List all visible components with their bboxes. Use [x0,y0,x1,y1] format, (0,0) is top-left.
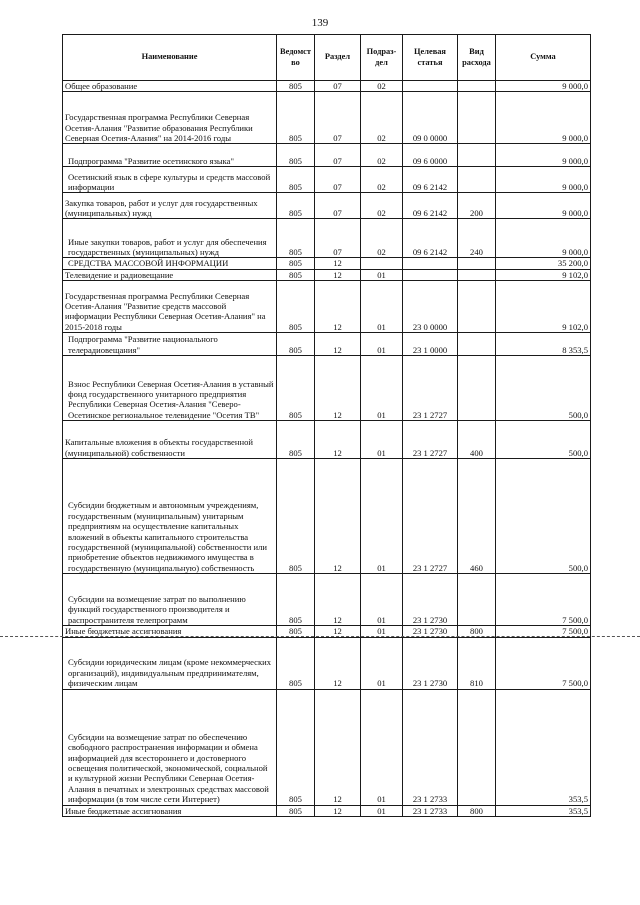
table-row [63,219,591,258]
table-row [63,258,591,269]
row-name: Капитальные вложения в объекты государственной (муниципальной) собственности [63,421,277,459]
row-amount: 353,5 [496,689,591,805]
row-section: 12 [315,459,361,574]
row-name: Телевидение и радиовещание [63,269,277,280]
row-subsection: 02 [361,193,403,219]
row-expense-type [458,258,496,269]
row-name: СРЕДСТВА МАССОВОЙ ИНФОРМАЦИИ [63,258,277,269]
table-row [63,637,591,689]
row-amount: 7 500,0 [496,574,591,626]
row-amount: 9 000,0 [496,193,591,219]
row-section: 07 [315,167,361,193]
row-expense-type: 810 [458,637,496,689]
header-subsection: Подраз- дел [361,35,403,81]
row-dept: 805 [277,356,315,421]
row-expense-type [458,356,496,421]
row-dept: 805 [277,144,315,167]
row-expense-type [458,144,496,167]
row-subsection: 02 [361,167,403,193]
row-name: Государственная программа Республики Северная Осетия-Алания "Развитие средств массовой информации Республики Северная Осетия-Алания" на 2015-2018 годы [63,281,277,333]
row-target: 09 6 2142 [403,219,458,258]
row-section: 07 [315,81,361,92]
row-name: Субсидии на возмещение затрат по обеспечению свободного распространения информации и обмена информацией для всестороннего и достоверного освещения политической, экономической, социальной и культурной жизни Республики Северная Осетия-Алания в печатных и электронных средствах массовой информации (в том числе сети Интернет) [63,689,277,805]
row-target: 23 1 0000 [403,333,458,356]
row-subsection: 01 [361,637,403,689]
table-row [63,421,591,459]
row-expense-type: 800 [458,805,496,816]
header-amount: Сумма [496,35,591,81]
table-row [63,805,591,816]
table-row [63,269,591,280]
row-section: 12 [315,333,361,356]
row-amount: 7 500,0 [496,637,591,689]
row-section: 12 [315,805,361,816]
row-section: 12 [315,258,361,269]
header-target: Целевая статья [403,35,458,81]
row-expense-type [458,92,496,144]
row-subsection [361,258,403,269]
row-dept: 805 [277,626,315,637]
row-dept: 805 [277,805,315,816]
row-dept: 805 [277,459,315,574]
header-section: Раздел [315,35,361,81]
row-amount: 7 500,0 [496,626,591,637]
row-dept: 805 [277,333,315,356]
row-expense-type: 460 [458,459,496,574]
row-section: 12 [315,689,361,805]
row-name: Государственная программа Республики Северная Осетия-Алания "Развитие образования Республики Северная Осетия-Алания" на 2014-2016 годы [63,92,277,144]
row-dept: 805 [277,219,315,258]
row-dept: 805 [277,258,315,269]
row-dept: 805 [277,81,315,92]
row-expense-type [458,333,496,356]
row-dept: 805 [277,167,315,193]
row-section: 07 [315,92,361,144]
row-section: 12 [315,626,361,637]
row-subsection: 01 [361,626,403,637]
row-expense-type: 240 [458,219,496,258]
row-subsection: 01 [361,459,403,574]
header-dept: Ведомст во [277,35,315,81]
row-subsection: 01 [361,356,403,421]
row-subsection: 01 [361,269,403,280]
row-subsection: 02 [361,219,403,258]
row-section: 07 [315,193,361,219]
row-target [403,258,458,269]
page-number: 139 [311,17,329,29]
row-dept: 805 [277,689,315,805]
row-target: 23 1 2730 [403,626,458,637]
row-section: 12 [315,281,361,333]
row-target: 23 1 2733 [403,805,458,816]
table-row [63,356,591,421]
row-amount: 9 000,0 [496,219,591,258]
row-target: 09 0 0000 [403,92,458,144]
row-target: 09 6 2142 [403,167,458,193]
row-name: Субсидии бюджетным и автономным учреждениям, государственным (муниципальным) унитарным предприятиям на осуществление капитальных вложений в объекты капитального строительства государственной (муниципальной) собственности или приобретение объектов недвижимого имущества в государственную (муниципальную) собственность [63,459,277,574]
row-amount: 500,0 [496,356,591,421]
row-dept: 805 [277,269,315,280]
row-expense-type [458,689,496,805]
row-amount: 9 000,0 [496,167,591,193]
row-expense-type: 800 [458,626,496,637]
row-expense-type [458,81,496,92]
row-dept: 805 [277,92,315,144]
row-name: Иные закупки товаров, работ и услуг для обеспечения государственных (муниципальных) нужд [63,219,277,258]
row-target: 09 6 2142 [403,193,458,219]
row-subsection: 01 [361,805,403,816]
row-name: Иные бюджетные ассигнования [63,626,277,637]
table-row [63,193,591,219]
table-row [63,574,591,626]
row-expense-type: 400 [458,421,496,459]
row-name: Субсидии на возмещение затрат по выполнению функций государственного производителя и распространителя телепрограмм [63,574,277,626]
header-name: Наименование [63,35,277,81]
page-cut-line [0,636,640,637]
row-target: 23 1 2727 [403,459,458,574]
header-expense-type: Вид расхода [458,35,496,81]
row-target: 23 1 2733 [403,689,458,805]
row-target [403,269,458,280]
row-name: Осетинский язык в сфере культуры и средств массовой информации [63,167,277,193]
table-row [63,333,591,356]
row-target: 23 1 2730 [403,637,458,689]
row-amount: 9 000,0 [496,92,591,144]
table-row [63,689,591,805]
table-row [63,167,591,193]
row-name: Подпрограмма "Развитие национального телерадиовещания" [63,333,277,356]
row-section: 12 [315,574,361,626]
table-header-row [63,35,591,81]
row-target [403,81,458,92]
row-amount: 500,0 [496,421,591,459]
row-name: Общее образование [63,81,277,92]
row-amount: 353,5 [496,805,591,816]
row-target: 23 1 2727 [403,356,458,421]
row-amount: 9 000,0 [496,81,591,92]
row-amount: 500,0 [496,459,591,574]
table-row [63,81,591,92]
row-name: Субсидии юридическим лицам (кроме некоммерческих организаций), индивидуальным предпринимателям, физическим лицам [63,637,277,689]
row-amount: 35 200,0 [496,258,591,269]
row-amount: 9 000,0 [496,144,591,167]
row-subsection: 01 [361,689,403,805]
row-expense-type [458,281,496,333]
table-row [63,459,591,574]
row-expense-type: 200 [458,193,496,219]
row-subsection: 01 [361,333,403,356]
row-target: 23 1 2727 [403,421,458,459]
row-dept: 805 [277,193,315,219]
row-subsection: 02 [361,92,403,144]
row-section: 12 [315,421,361,459]
row-name: Иные бюджетные ассигнования [63,805,277,816]
row-section: 12 [315,356,361,421]
row-name: Подпрограмма "Развитие осетинского языка" [63,144,277,167]
row-expense-type [458,574,496,626]
table-row [63,144,591,167]
row-section: 12 [315,269,361,280]
row-subsection: 02 [361,81,403,92]
row-expense-type [458,269,496,280]
row-target: 23 0 0000 [403,281,458,333]
row-target: 09 6 0000 [403,144,458,167]
row-name: Взнос Республики Северная Осетия-Алания в уставный фонд государственного унитарного предприятия Республики Северная Осетия-Алания "Северо-Осетинское региональное телевидение "Осетия ТВ" [63,356,277,421]
row-subsection: 01 [361,281,403,333]
row-amount: 8 353,5 [496,333,591,356]
row-subsection: 01 [361,574,403,626]
row-dept: 805 [277,637,315,689]
row-amount: 9 102,0 [496,269,591,280]
table-row [63,92,591,144]
table-row [63,281,591,333]
row-target: 23 1 2730 [403,574,458,626]
row-dept: 805 [277,281,315,333]
row-expense-type [458,167,496,193]
table-body [63,81,591,817]
row-amount: 9 102,0 [496,281,591,333]
row-section: 12 [315,637,361,689]
row-dept: 805 [277,421,315,459]
row-name: Закупка товаров, работ и услуг для государственных (муниципальных) нужд [63,193,277,219]
row-section: 07 [315,144,361,167]
row-dept: 805 [277,574,315,626]
row-subsection: 01 [361,421,403,459]
budget-table [62,34,591,817]
row-section: 07 [315,219,361,258]
row-subsection: 02 [361,144,403,167]
